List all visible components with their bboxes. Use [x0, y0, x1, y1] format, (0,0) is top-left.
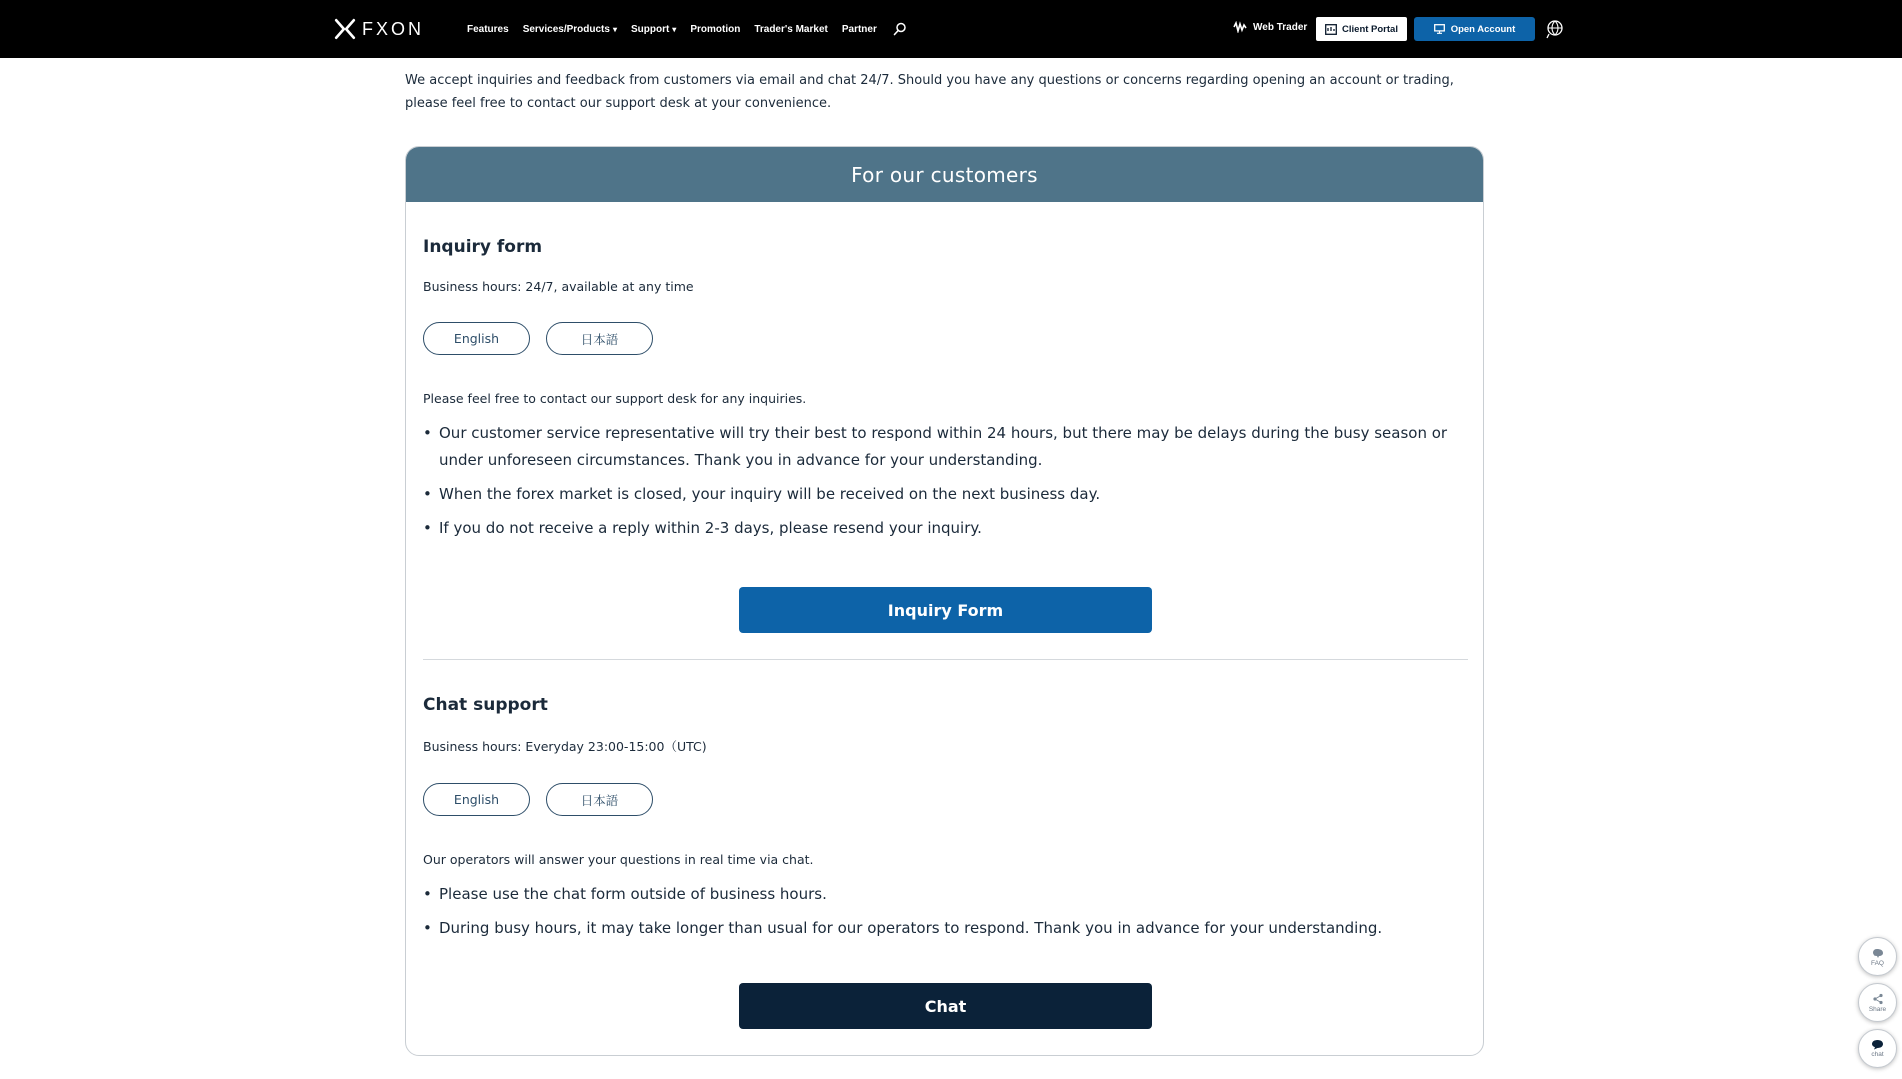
- list-item: • Our customer service representative will try their best to respond within 24 hours, but there may be delays during the busy season or under unforeseen circumstances. Thank you in advance for your understanding.: [423, 420, 1468, 474]
- section-divider: [423, 659, 1468, 660]
- portal-icon: [1325, 24, 1337, 35]
- chat-bubble-icon: [1871, 1039, 1884, 1050]
- inquiry-form-button-label: Inquiry Form: [887, 600, 1004, 620]
- nav-promotion[interactable]: [690, 24, 740, 35]
- share-float-button[interactable]: [1858, 983, 1897, 1022]
- inquiry-form-button[interactable]: [739, 587, 1152, 633]
- nav-services-products-label: Services/Products: [522, 23, 610, 35]
- chat-float-label: chat: [1871, 1051, 1884, 1058]
- chat-english-button[interactable]: English: [423, 783, 530, 816]
- chat-section: [423, 695, 1468, 949]
- client-portal-label: Client Portal: [1342, 23, 1398, 35]
- chevron-down-icon: ▾: [612, 24, 617, 34]
- open-account-label: Open Account: [1450, 23, 1516, 35]
- share-label: Share: [1868, 1005, 1887, 1013]
- chat-title: Chat support: [423, 695, 548, 715]
- inquiry-notes-list: [423, 420, 1468, 542]
- list-item: • If you do not receive a reply within 2-3 days, please resend your inquiry.: [423, 515, 1468, 542]
- nav-promotion-label: Promotion: [690, 23, 741, 35]
- card-title: For our customers: [851, 162, 1038, 187]
- nav-partner[interactable]: [842, 24, 877, 35]
- chat-notes-list: [423, 881, 1468, 942]
- chevron-down-icon: ▾: [672, 24, 677, 34]
- open-account-button[interactable]: [1414, 17, 1535, 41]
- language-globe-icon[interactable]: [1546, 19, 1564, 39]
- inquiry-japanese-button[interactable]: 日本語: [546, 322, 653, 355]
- inquiry-title: Inquiry form: [423, 237, 543, 257]
- nav-features[interactable]: [467, 24, 509, 35]
- faq-label: FAQ: [1870, 959, 1884, 967]
- chat-description: Our operators will answer your questions in real time via chat.: [423, 852, 814, 867]
- chart-wave-icon: [1233, 21, 1247, 33]
- nav-partner-label: Partner: [841, 23, 877, 35]
- chat-language-options: [423, 783, 1468, 816]
- inquiry-language-options: [423, 322, 1468, 355]
- nav-traders-market[interactable]: [754, 24, 828, 35]
- top-navigation-bar: [0, 0, 1902, 58]
- list-item: • When the forex market is closed, your inquiry will be received on the next business day.: [423, 481, 1468, 508]
- intro-paragraph: We accept inquiries and feedback from customers via email and chat 24/7. Should you have any questions or concerns regarding opening an account or trading, please feel free to contact our support desk at your convenience.: [405, 73, 1454, 111]
- chat-button-label: Chat: [924, 996, 967, 1016]
- list-item: • Please use the chat form outside of business hours.: [423, 881, 1468, 908]
- inquiry-english-button[interactable]: English: [423, 322, 530, 355]
- nav-support[interactable]: [631, 24, 676, 35]
- inquiry-hours: Business hours: 24/7, available at any time: [423, 279, 694, 294]
- nav-support-label: Support: [630, 23, 670, 35]
- search-icon[interactable]: [893, 22, 907, 36]
- fxon-logo-mark-icon: [334, 18, 356, 40]
- list-item: • During busy hours, it may take longer than usual for our operators to respond. Thank you in advance for your understanding.: [423, 915, 1468, 942]
- web-trader-label: Web Trader: [1253, 21, 1308, 33]
- chat-button[interactable]: [739, 983, 1152, 1029]
- client-portal-button[interactable]: [1316, 17, 1407, 41]
- customer-support-card: [405, 146, 1484, 1056]
- monitor-icon: [1434, 24, 1445, 34]
- nav-services-products[interactable]: [523, 24, 617, 35]
- chat-float-button[interactable]: [1858, 1029, 1897, 1068]
- nav-traders-market-label: Trader's Market: [754, 23, 828, 35]
- main-nav: [467, 0, 907, 58]
- faq-icon: [1871, 947, 1885, 959]
- logo-text: FXON: [362, 18, 425, 39]
- chat-japanese-button[interactable]: 日本語: [546, 783, 653, 816]
- chat-hours: Business hours: Everyday 23:00-15:00（UTC): [423, 739, 707, 754]
- faq-float-button[interactable]: [1858, 937, 1897, 976]
- card-header: [406, 147, 1483, 202]
- fxon-logo[interactable]: [334, 18, 424, 40]
- inquiry-description: Please feel free to contact our support desk for any inquiries.: [423, 391, 807, 406]
- nav-features-label: Features: [467, 23, 509, 35]
- share-icon: [1872, 993, 1884, 1005]
- web-trader-link[interactable]: [1233, 21, 1307, 33]
- inquiry-section: [423, 237, 1468, 549]
